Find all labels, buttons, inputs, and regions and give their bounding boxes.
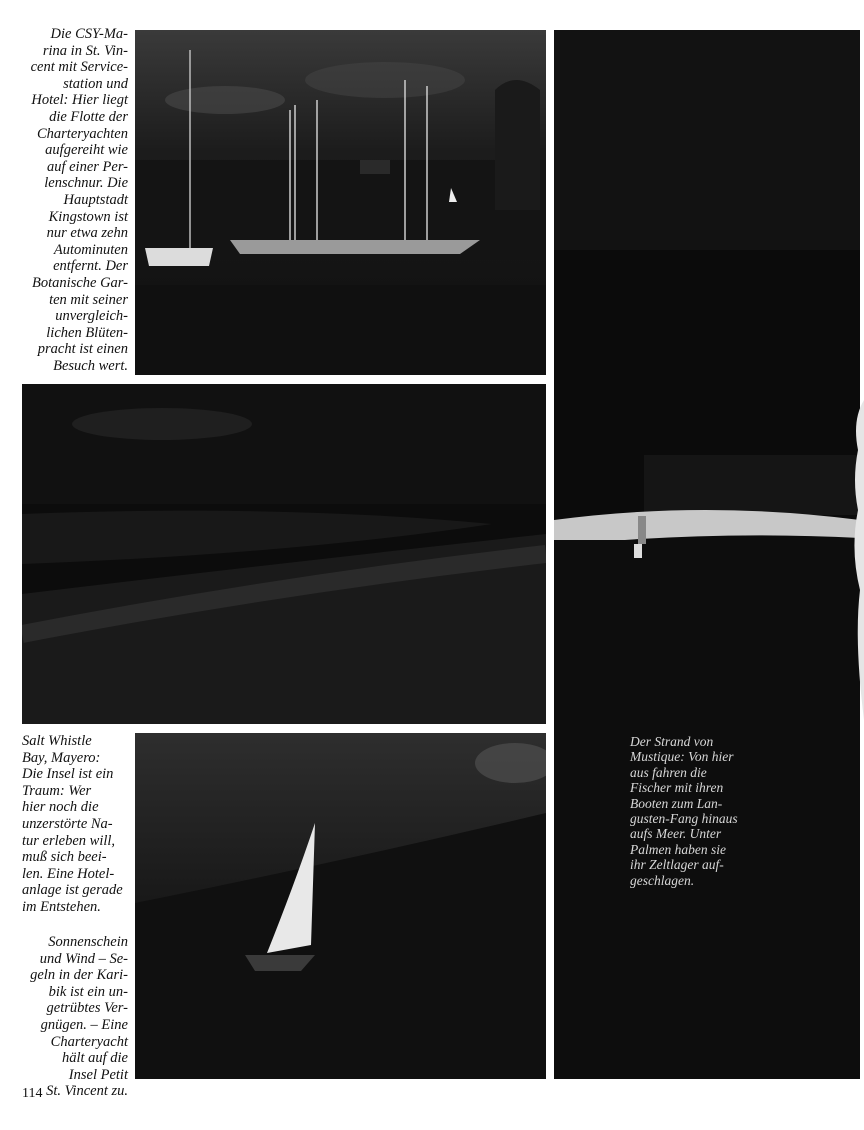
caption-salt-whistle: Salt Whistle Bay, Mayero: Die Insel ist ein Traum: Wer hier noch die unzerstörte Na- tur erleben will, muß sich beei- len. Eine Hotel- anlage ist gerade im Entstehen. <box>22 733 123 915</box>
page-number: 114 <box>22 1086 43 1101</box>
photo-sailing-yacht <box>135 733 546 1079</box>
scan-edge <box>852 400 864 720</box>
caption-marina: Die CSY-Ma- rina in St. Vin- cent mit Service- station und Hotel: Hier liegt die Flotte der Charteryachten aufgereiht wie auf einer Per- lenschnur. Die Hauptstadt Kingstown ist nur etwa zehn Autominuten entfernt. Der Botanische Gar- ten mit seiner unvergleich- lichen Blüten- pracht ist einen Besuch wert. <box>30 26 128 374</box>
photo-mustique-beach <box>554 30 860 1079</box>
caption-mustique: Der Strand von Mustique: Von hier aus fahren die Fischer mit ihren Booten zum Lan- gusten-Fang hinaus aufs Meer. Unter Palmen haben sie ihr Zeltlager auf- geschlagen. <box>630 734 738 888</box>
photo-marina <box>135 30 546 375</box>
caption-sonnenschein: Sonnenschein und Wind – Se- geln in der Kari- bik ist ein un- getrübtes Ver- gnügen. – Eine Charteryacht hält auf die Insel Petit St. Vincent zu. <box>30 934 128 1100</box>
photo-bay <box>22 384 546 724</box>
